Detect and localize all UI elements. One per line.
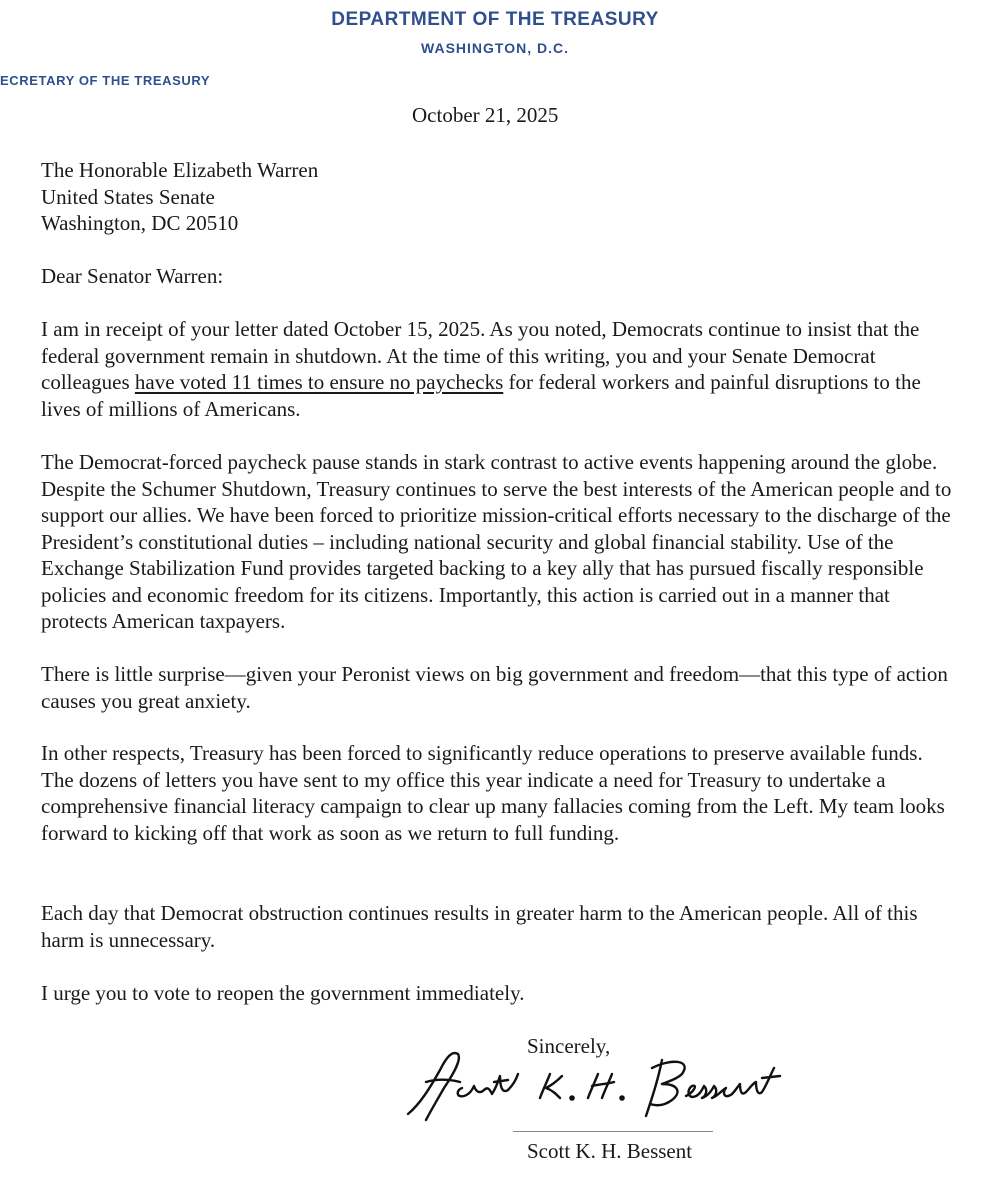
paragraph-1-start: I am in receipt of your letter dated October 15, 2025. As you noted, Democrats continue to insist that the federal government remain in shutdown. At the time of this writing, you and your Senate Democrat colleagues: [41, 317, 920, 394]
recipient-street: Washington, DC 20510: [41, 211, 239, 235]
letterhead-office: ECRETARY OF THE TREASURY: [0, 73, 211, 88]
signature-line: [513, 1131, 713, 1132]
recipient-address: [41, 157, 318, 237]
paragraph-6: I urge you to vote to reopen the government immediately.: [41, 981, 525, 1005]
underlined-phrase: have voted 11 times to ensure no paychecks: [134, 370, 504, 394]
paragraph-1: [41, 316, 956, 422]
salutation: Dear Senator Warren:: [41, 264, 224, 288]
recipient-name: The Honorable Elizabeth Warren: [41, 158, 319, 182]
paragraph-4: In other respects, Treasury has been forced to significantly reduce operations to preserve available funds. The dozens of letters you have sent to my office this year indicate a need for Treasury to undertake a comprehensive financial literacy campaign to clear up many fallacies coming from the Left. My team looks forward to kicking off that work as soon as we return to full funding.: [41, 741, 945, 845]
letterhead-location: WASHINGTON, D.C.: [421, 40, 569, 56]
signer-name: Scott K. H. Bessent: [527, 1139, 693, 1163]
closing: Sincerely,: [527, 1034, 611, 1058]
paragraph-5: Each day that Democrat obstruction continues results in greater harm to the American people. All of this harm is unnecessary.: [41, 901, 918, 952]
handwritten-signature: [400, 1040, 820, 1130]
paragraph-3: There is little surprise—given your Peronist views on big government and freedom—that this type of action causes you great anxiety.: [41, 662, 948, 713]
paragraph-1-end: for federal workers and painful disruptions to the lives of millions of Americans.: [41, 370, 921, 421]
recipient-organization: United States Senate: [41, 184, 215, 209]
letter-date: October 21, 2025: [412, 103, 559, 127]
paragraph-2: The Democrat-forced paycheck pause stands in stark contrast to active events happening around the globe. Despite the Schumer Shutdown, Treasury continues to serve the best interests of the American people and to support our allies. We have been forced to prioritize mission-critical efforts necessary to the discharge of the President’s constitutional duties – including national security and global financial stability. Use of the Exchange Stabilization Fund provides targeted backing to a key ally that has pursued fiscally responsible policies and economic freedom for its citizens. Importantly, this action is carried out in a manner that protects American taxpayers.: [41, 450, 952, 633]
letterhead-department: DEPARTMENT OF THE TREASURY: [331, 9, 659, 30]
